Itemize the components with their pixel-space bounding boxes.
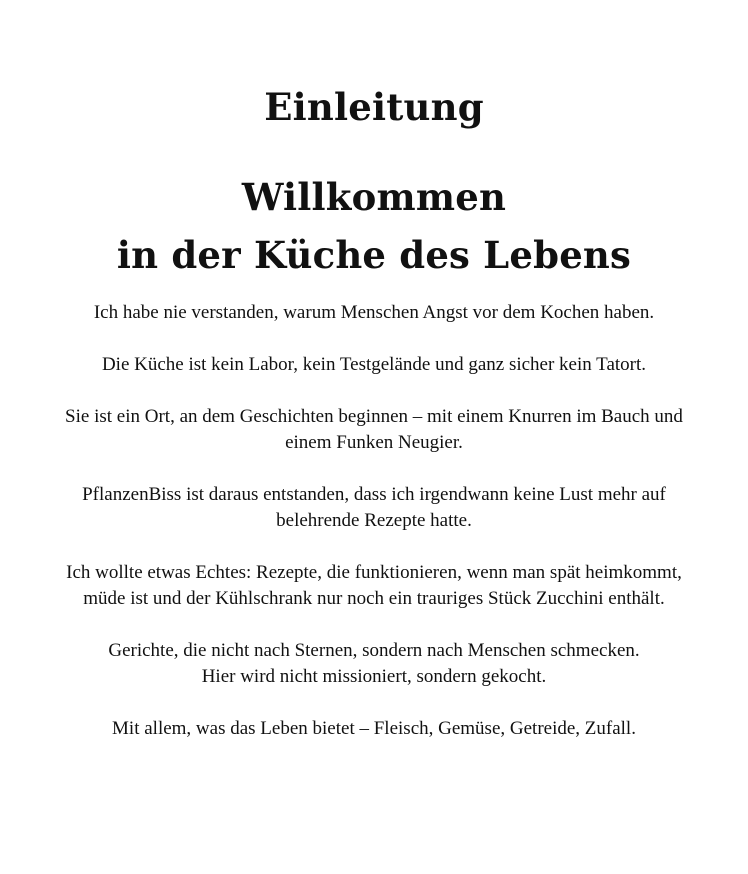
chapter-title: Einleitung: [264, 85, 484, 129]
paragraph-8: Mit allem, was das Leben bietet – Fleisch, Gemüse, Getreide, Zufall.: [112, 718, 636, 739]
subtitle-line-1: Willkommen: [241, 175, 507, 219]
paragraph-3: Sie ist ein Ort, an dem Geschichten beginnen – mit einem Knurren im Bauch und einem Funken Neugier.: [65, 406, 683, 453]
paragraph-5: Ich wollte etwas Echtes: Rezepte, die funktionieren, wenn man spät heimkommt, müde ist und der Kühlschrank nur noch ein trauriges Stück Zucchini enthält.: [66, 562, 682, 609]
body-text: [62, 300, 686, 768]
subtitle-line-2: in der Küche des Lebens: [116, 233, 632, 277]
chapter-subtitle: [0, 168, 748, 284]
paragraph-7: Hier wird nicht missioniert, sondern gekocht.: [201, 666, 547, 687]
paragraph-1: Ich habe nie verstanden, warum Menschen Angst vor dem Kochen haben.: [93, 302, 655, 323]
paragraph-2: Die Küche ist kein Labor, kein Testgelände und ganz sicher kein Tatort.: [101, 354, 647, 375]
paragraph-4: PflanzenBiss ist daraus entstanden, dass ich irgendwann keine Lust mehr auf belehrende Rezepte hatte.: [82, 484, 666, 531]
paragraph-6: Gerichte, die nicht nach Sternen, sondern nach Menschen schmecken.: [108, 640, 640, 661]
